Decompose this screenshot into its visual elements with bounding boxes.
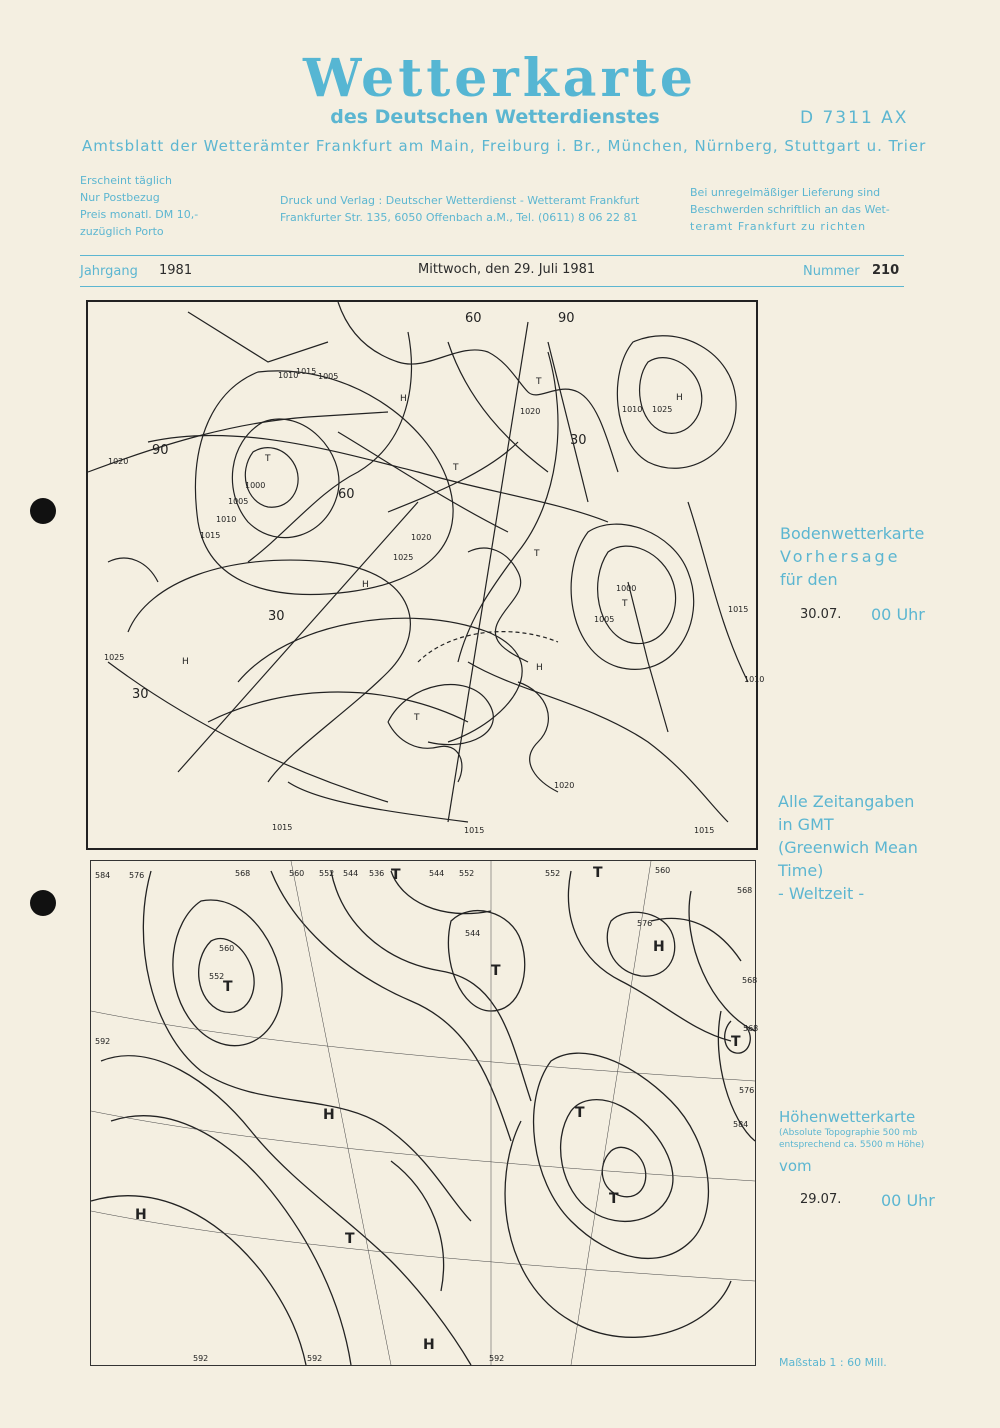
graticule-label: 30	[132, 687, 149, 702]
contour-label: 544	[465, 929, 481, 938]
info-line: Preis monatl. DM 10,-	[80, 208, 199, 221]
low-pressure-center: T	[536, 377, 542, 387]
isobar-label: 1015	[728, 605, 749, 614]
isobar-label: 1015	[694, 826, 715, 835]
info-line: teramt Frankfurt zu richten	[690, 220, 867, 233]
high-pressure-center: H	[362, 580, 369, 590]
time-note-line: Time)	[778, 861, 824, 880]
contour-label: 592	[193, 1354, 209, 1363]
info-line: Nur Postbezug	[80, 191, 160, 204]
delivery-info	[690, 184, 890, 235]
graticule-label: 30	[570, 433, 587, 448]
low-center: T	[609, 1191, 619, 1207]
isobar-label: 1015	[464, 826, 485, 835]
isobar-label: 1020	[520, 407, 541, 416]
low-center: T	[575, 1105, 585, 1121]
low-pressure-center: T	[453, 463, 459, 473]
info-line: Druck und Verlag : Deutscher Wetterdienst - Wetteramt Frankfurt	[280, 194, 640, 207]
time-note-line: - Weltzeit -	[778, 884, 865, 903]
contour-label: 592	[489, 1354, 505, 1363]
info-line: Beschwerden schriftlich an das Wet-	[690, 203, 890, 216]
info-line: Erscheint täglich	[80, 174, 172, 187]
nummer-value: 210	[872, 263, 900, 278]
time-note-line: (Greenwich Mean	[778, 838, 918, 857]
contour-label: 568	[737, 886, 753, 895]
low-center: T	[223, 979, 233, 995]
graticule-label: 60	[465, 311, 482, 326]
low-center: T	[731, 1034, 741, 1050]
contour-label: 576	[739, 1086, 755, 1095]
high-center: H	[653, 939, 665, 955]
low-center: T	[345, 1231, 355, 1247]
contour-label: 552	[545, 869, 561, 878]
isobar-label: 1015	[272, 823, 293, 832]
upper-air-map	[90, 860, 759, 1366]
contour-label: 568	[743, 1024, 759, 1033]
contour-label: 560	[655, 866, 671, 875]
contour-label: 560	[219, 944, 235, 953]
info-line: Bei unregelmäßiger Lieferung sind	[690, 186, 881, 199]
info-line: Frankfurter Str. 135, 6050 Offenbach a.M., Tel. (0611) 8 06 22 81	[280, 211, 638, 224]
contour-label: 576	[129, 871, 145, 880]
upper-map-graphic	[91, 861, 759, 1365]
issue-date: Mittwoch, den 29. Juli 1981	[418, 262, 596, 277]
jahrgang-label: Jahrgang	[80, 264, 138, 279]
isobar-label: 1010	[622, 405, 643, 414]
low-center: T	[593, 865, 603, 881]
graticule-label: 30	[268, 609, 285, 624]
graticule-label: 60	[338, 487, 355, 502]
divider	[80, 255, 904, 256]
publisher-subtitle: des Deutschen Wetterdienstes	[330, 106, 660, 128]
contour-label: 552	[459, 869, 475, 878]
surface-map-caption	[780, 522, 924, 591]
contour-label: 560	[289, 869, 305, 878]
high-center: H	[323, 1107, 335, 1123]
surface-map-lines	[88, 302, 748, 822]
isobar-label: 1015	[200, 531, 221, 540]
contour-label: 584	[95, 871, 111, 880]
surface-map-graphic	[88, 302, 765, 848]
caption-line: Bodenwetterkarte	[780, 524, 925, 543]
upper-map-grid	[91, 861, 758, 1365]
isobar-label: 1025	[393, 553, 414, 562]
newspaper-title: Wetterkarte	[303, 48, 697, 109]
upper-map-caption: Höhenwetterkarte	[779, 1108, 916, 1126]
subcaption-line: (Absolute Topographie 500 mb	[779, 1128, 918, 1138]
surface-map-date: 30.07.	[800, 607, 842, 622]
jahrgang-value: 1981	[159, 263, 193, 278]
contour-label: 536	[369, 869, 385, 878]
high-pressure-center: H	[400, 394, 407, 404]
isobar-label: 1020	[108, 457, 129, 466]
subcaption-line: entsprechend ca. 5500 m Höhe)	[779, 1140, 925, 1150]
contour-label: 568	[742, 976, 758, 985]
contour-label: 592	[95, 1037, 111, 1046]
surface-weather-map	[86, 300, 765, 850]
time-note-line: in GMT	[778, 815, 834, 834]
isobar-label: 1020	[411, 533, 432, 542]
upper-map-subcaption	[779, 1127, 924, 1151]
high-center: H	[135, 1207, 147, 1223]
high-pressure-center: H	[536, 663, 543, 673]
amtsblatt-line: Amtsblatt der Wetterämter Frankfurt am Main, Freiburg i. Br., München, Nürnberg, Stuttgart u. Trier	[82, 137, 927, 155]
caption-line: für den	[780, 570, 838, 589]
surface-map-time: 00 Uhr	[871, 605, 925, 624]
contour-label: 592	[307, 1354, 323, 1363]
graticule-label: 90	[558, 311, 575, 326]
isobar-label: 1025	[104, 653, 125, 662]
low-pressure-center: T	[534, 549, 540, 559]
upper-map-date: 29.07.	[800, 1192, 842, 1207]
punch-hole	[30, 890, 56, 916]
isobar-label: 1020	[554, 781, 575, 790]
isobar-label: 1000	[616, 584, 637, 593]
high-pressure-center: H	[182, 657, 189, 667]
subscription-info	[80, 172, 198, 240]
postal-code: D 7311 AX	[800, 108, 909, 128]
low-pressure-center: T	[265, 454, 271, 464]
contour-label: 552	[209, 972, 225, 981]
isobar-label: 1010	[744, 675, 765, 684]
contour-label: 552	[319, 869, 335, 878]
high-pressure-center: H	[676, 393, 683, 403]
divider	[80, 286, 904, 287]
time-note-line: Alle Zeitangaben	[778, 792, 915, 811]
low-pressure-center: T	[622, 599, 628, 609]
upper-map-vom: vom	[779, 1157, 812, 1175]
isobar-label: 1025	[652, 405, 673, 414]
contour-label: 544	[343, 869, 359, 878]
low-center: T	[491, 963, 501, 979]
caption-line: Vorhersage	[780, 547, 901, 566]
time-note	[778, 790, 918, 905]
map-scale: Maßstab 1 : 60 Mill.	[779, 1356, 887, 1369]
isobar-label: 1005	[318, 372, 339, 381]
info-line: zuzüglich Porto	[80, 225, 164, 238]
isobar-label: 1005	[594, 615, 615, 624]
contour-label: 576	[637, 919, 653, 928]
upper-map-time: 00 Uhr	[881, 1191, 935, 1210]
contour-label: 544	[429, 869, 445, 878]
high-center: H	[423, 1337, 435, 1353]
low-pressure-center: T	[414, 713, 420, 723]
nummer-label: Nummer	[803, 264, 860, 279]
isobar-label: 1010	[278, 371, 299, 380]
low-center: T	[391, 867, 401, 883]
isobar-label: 1005	[228, 497, 249, 506]
publisher-info	[280, 192, 639, 226]
isobar-label: 1015	[296, 367, 317, 376]
isobar-label: 1010	[216, 515, 237, 524]
punch-hole	[30, 498, 56, 524]
isobar-label: 1000	[245, 481, 266, 490]
contour-label: 568	[235, 869, 251, 878]
contour-label: 584	[733, 1120, 749, 1129]
graticule-label: 90	[152, 443, 169, 458]
